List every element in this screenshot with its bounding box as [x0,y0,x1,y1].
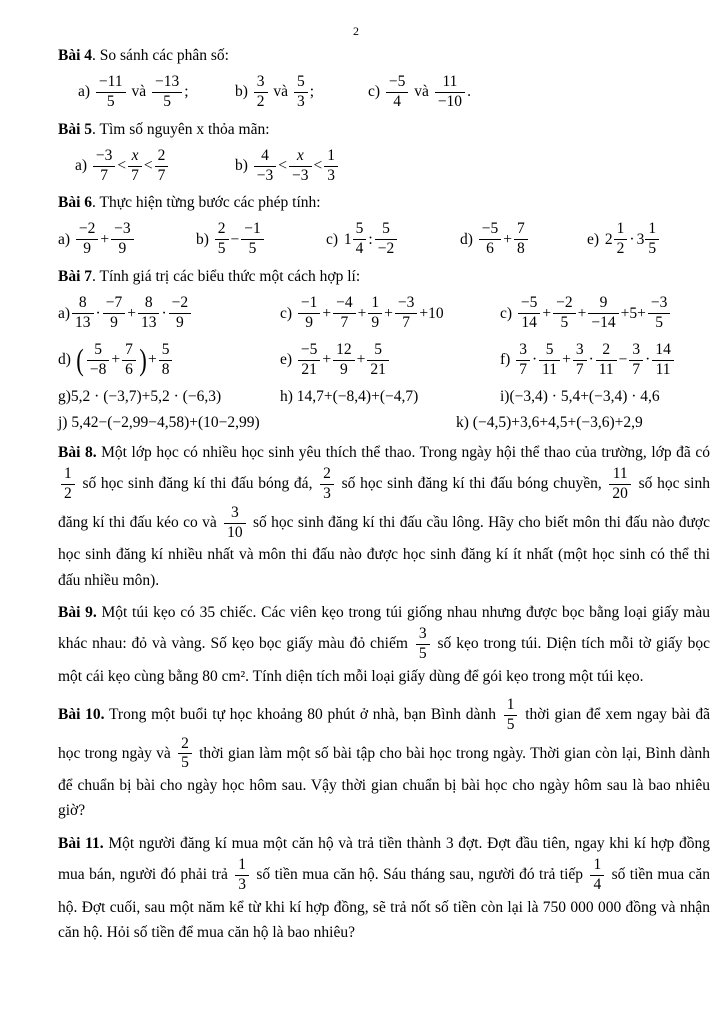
problem-7-row-3 [58,388,710,406]
problem-8-label: Bài 8. [58,443,97,461]
problem-7-item-k: k) (−4,5)+3,6+4,5+(−3,6)+2,9 [456,413,643,431]
problem-7-row-2 [58,341,710,380]
problem-6-heading [58,193,710,214]
problem-5-label: Bài 5 [58,120,93,138]
problem-6-item-b: b) $\frac{2}{5}$ − $\frac{-1}{5}$ [196,220,326,259]
problem-9-label: Bài 9. [58,603,97,621]
problem-7-item-c1: c) $\frac{-1}{9}$ + $\frac{-4}{7}$ + $\frac{1}{9}$ + $\frac{-3}{7}$ +10 [280,294,444,332]
problem-5-item-a: a) $\frac{-3}{7}$ < $\frac{x}{7}$ < $\frac{2}{7}$ [75,147,235,186]
problem-9-body: Một túi kẹo có 35 chiếc. Các viên kẹo trong túi giống nhau nhưng được bọc bằng loại giấy màu khác nhau: đỏ và vàng. Số kẹo bọc giấy màu đỏ chiếm $\frac{3}{5}$ số kẹo trong túi. Diện tích mỗi tờ giấy bọc một cái kẹo cùng bằng 80 cm². Tính diện tích mỗi loại giấy dùng để gói kẹo trong một túi kẹo. [58,603,710,685]
problem-9-paragraph [58,600,710,689]
problem-11-label: Bài 11. [58,834,104,852]
problem-7-item-a: a) $\frac{8}{13}$ · $\frac{-7}{9}$ + $\frac{8}{13}$ · $\frac{-2}{9}$ [58,294,280,333]
problem-7-heading [58,267,710,288]
problem-4-items-row [58,73,710,112]
problem-7-item-e: e) $\frac{-5}{21}$ + $\frac{12}{9}$ + $\frac{5}{21}$ [280,341,500,380]
problem-7-item-f: f) $\frac{3}{7}$ · $\frac{5}{11}$ + $\frac{3}{7}$ · $\frac{2}{11}$ − $\frac{3}{7}$ · $\frac{14}{11}$ [500,341,676,380]
problem-4-label: Bài 4 [58,47,93,64]
problem-8-body: Một lớp học có nhiều học sinh yêu thích thể thao. Trong ngày hội thể thao của trường, lớp đã có $\frac{1}{2}$ số học sinh đăng kí thi đấu bóng đá, $\frac{2}{3}$ số học sinh đăng kí thi đấu bóng chuyền, $\frac{11}{20}$ số học sinh đăng kí thi đấu kéo co và $\frac{3}{10}$ số học sinh đăng kí thi đấu cầu lông. Hãy cho biết môn thi đấu nào được học sinh đăng kí nhiều nhất và môn thi đấu nào được học sinh đăng kí ít nhất (một học sinh có thể thi đấu nhiều môn). [58,443,710,589]
problem-4-item-c: c) $\frac{-5}{4}$ và $\frac{11}{-10}$ . [368,72,471,110]
problem-7-item-h: h) 14,7+(−8,4)+(−4,7) [280,387,419,405]
problem-10-paragraph [58,696,710,824]
problem-10-body: Trong một buổi tự học khoảng 80 phút ở nhà, bạn Bình dành $\frac{1}{5}$ thời gian để xem ngay bài đã học trong ngày và $\frac{2}{5}$ thời gian làm một số bài tập cho bài học trong ngày. Thời gian còn lại, Bình dành để chuẩn bị bài cho ngày học hôm sau. Vậy thời gian chuẩn bị bài học cho ngày hôm sau là bao nhiêu giờ? [58,695,710,820]
problem-7-label: Bài 7 [58,268,93,286]
problem-4-item-a: a) $\frac{-11}{5}$ và $\frac{-13}{5}$ ; [78,72,189,110]
problem-11-paragraph [58,831,710,945]
problem-11-body: Một người đăng kí mua một căn hộ và trả tiền thành 3 đợt. Đợt đầu tiên, ngay khi kí hợp đồng mua bán, người đó phải trả $\frac{1}{3}$ số tiền mua căn hộ. Sáu tháng sau, người đó trả tiếp $\frac{1}{4}$ số tiền mua căn hộ. Đợt cuối, sau một năm kể từ khi kí hợp đồng, sẽ trả nốt số tiền còn lại là 750 000 000 đồng và nhận căn hộ. Hỏi số tiền để mua căn hộ là bao nhiêu? [58,834,711,941]
problem-4-intro: . So sánh các phân số: [92,47,229,64]
problem-5-items-row [58,147,710,186]
problem-5-heading [58,120,710,141]
problem-7-row-1 [58,294,710,333]
problem-7-item-d: d) ( $\frac{5}{-8}$ + $\frac{7}{6}$ ) + $\frac{5}{8}$ [58,341,280,380]
problem-6-items-row [58,220,710,259]
problem-7-intro: . Tính giá trị các biểu thức một cách hợp lí: [92,268,361,286]
problem-6-item-a: a) $\frac{-2}{9}$ + $\frac{-3}{9}$ [58,220,196,259]
problem-7-item-j: j) 5,42−(−2,99−4,58)+(10−2,99) [58,413,260,431]
problem-4-heading [58,46,710,67]
problem-6-item-e: e) 2 $\frac{1}{2}$ · 3 $\frac{1}{5}$ [587,220,661,259]
problem-7-item-i: i)(−3,4) · 5,4+(−3,4) · 4,6 [500,387,660,405]
problem-5-item-b: b) $\frac{4}{-3}$ < $\frac{x}{-3}$ < $\frac{1}{3}$ [235,147,340,186]
problem-7-item-g: g)5,2 · (−3,7)+5,2 · (−6,3) [58,387,222,405]
problem-6-item-c: c) 1 $\frac{5}{4}$ : $\frac{5}{-2}$ [326,220,460,259]
problem-6-intro: . Thực hiện từng bước các phép tính: [92,194,321,212]
page-number: 2 [353,24,359,38]
problem-6-label: Bài 6 [58,194,93,212]
problem-5-intro: . Tìm số nguyên x thỏa mãn: [92,120,270,138]
problem-4-item-b: b) $\frac{3}{2}$ và $\frac{5}{3}$ ; [235,72,314,110]
problem-6-item-d: d) $\frac{-5}{6}$ + $\frac{7}{8}$ [460,220,587,259]
problem-10-label: Bài 10. [58,705,105,723]
problem-7-item-c2: c) $\frac{-5}{14}$ + $\frac{-2}{5}$ + $\frac{9}{-14}$ +5+ $\frac{-3}{5}$ [500,294,672,333]
problem-8-paragraph [58,440,710,593]
problem-7-row-4 [58,414,710,432]
